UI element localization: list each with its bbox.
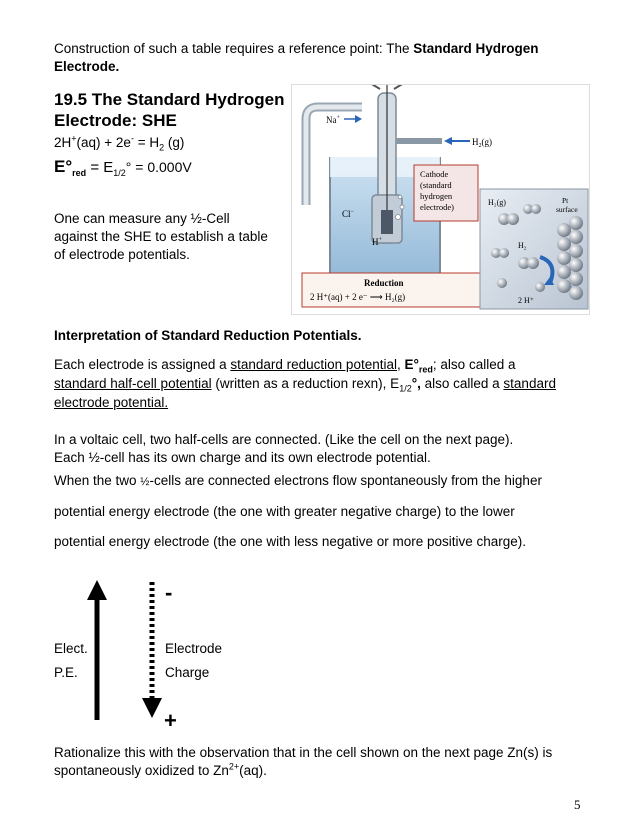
inset-surface-label: surface — [556, 205, 578, 214]
charge-label-line: Electrode — [165, 641, 223, 656]
voltaic-line: In a voltaic cell, two half-cells are connected. (Like the cell on the next page). — [54, 432, 514, 447]
intro-paragraph — [54, 40, 594, 76]
cl-label: Cl− — [342, 209, 354, 219]
closing-line: spontaneously oxidized to $Zn^{2+}(aq)$. — [54, 761, 267, 778]
reduction-equation: 2 H⁺(aq) + 2 e⁻ ⟶ H₂(g) — [310, 292, 406, 302]
plus-sign: + — [164, 708, 177, 733]
ered-half: 1/2 — [113, 167, 126, 178]
term-standard-half-cell-potential: standard half-cell potential — [54, 376, 212, 391]
charge-label-line: Charge — [165, 665, 210, 680]
reduction-title: Reduction — [364, 278, 404, 288]
ered-line — [54, 157, 192, 177]
ered-inline: E° — [404, 357, 419, 372]
page-number: 5 — [574, 797, 581, 812]
term-standard: standard — [503, 376, 556, 391]
interp-title: Interpretation of Standard Reduction Potentials. — [54, 328, 362, 343]
h2-gas-label: $H_2(g)$ — [472, 137, 492, 149]
voltaic-paragraph — [54, 431, 614, 467]
eq-part: 2H — [54, 135, 72, 150]
measure-paragraph — [54, 210, 290, 264]
ered-mid: = E — [86, 159, 114, 176]
eq-part: = H — [133, 135, 160, 150]
na-label: Na+ — [326, 115, 340, 125]
interp-line-1: Each electrode is assigned a standard reduction potential, $E^\circ_{red}$; also called a — [54, 357, 516, 375]
measure-line: against the SHE to establish a table — [54, 229, 268, 244]
heading-line-1: 19.5 The Standard Hydrogen — [54, 90, 285, 109]
heading-line-2: Electrode: SHE — [54, 111, 177, 130]
flow-line-3: potential energy electrode (the one with less negative or more positive charge). — [54, 534, 527, 549]
pe-label-line: Elect. — [54, 641, 88, 656]
pe-label-line: P.E. — [54, 665, 78, 680]
eq-part: (g) — [164, 135, 185, 150]
eq-sup: - — [130, 133, 134, 144]
term-standard-reduction-potential: standard reduction potential — [230, 357, 397, 372]
flow-line-1: When the two ½-cells are connected electrons flow spontaneously from the higher — [54, 473, 542, 488]
intro-text: Construction of such a table requires a reference point: The — [54, 41, 414, 56]
inset-h2g-label: H₂(g) — [488, 198, 506, 207]
closing-paragraph — [54, 744, 624, 780]
interp-paragraph — [54, 355, 614, 412]
ered-sub: red — [72, 167, 87, 178]
charge-label — [165, 637, 222, 685]
eq-part: (aq) + 2e — [76, 135, 131, 150]
eq-sup: + — [71, 133, 77, 144]
section-heading — [54, 89, 285, 131]
measure-line: of electrode potentials. — [54, 247, 190, 262]
interp-line-3 — [54, 393, 614, 412]
closing-line: Rationalize this with the observation that in the cell shown on the next page Zn(s) is — [54, 745, 553, 760]
minus-sign: - — [165, 580, 173, 605]
cathode-label: Cathode (standard hydrogen electrode) — [420, 169, 454, 212]
measure-line: One can measure any ½-Cell — [54, 211, 230, 226]
inset-2h-label: 2 H⁺ — [518, 296, 534, 305]
she-figure — [291, 84, 590, 315]
voltaic-line: Each ½-cell has its own charge and its own electrode potential. — [54, 450, 431, 465]
eq-sub: 2 — [159, 142, 165, 153]
ered-value: ° = 0.000V — [125, 159, 192, 175]
inset-h2-label: H₂ — [518, 241, 527, 250]
charge-arrow-head — [142, 698, 162, 718]
intro-bold: Standard Hydrogen Electrode. — [54, 41, 539, 74]
flow-line-2: potential energy electrode (the one with greater negative charge) to the lower — [54, 504, 515, 519]
she-figure-illustration — [292, 85, 589, 314]
ered-symbol: E° — [54, 157, 73, 176]
hplus-label: H+ — [372, 237, 382, 247]
she-equation — [54, 134, 184, 152]
interp-line-2: standard half-cell potential (written as a reduction rexn), $E_{1/2}^\circ$, also called a standard — [54, 376, 556, 394]
inset-pt-label: Pt — [562, 196, 569, 205]
pe-arrow-head — [87, 580, 107, 600]
term-electrode-potential: electrode potential. — [54, 395, 169, 410]
pe-label — [54, 637, 88, 685]
